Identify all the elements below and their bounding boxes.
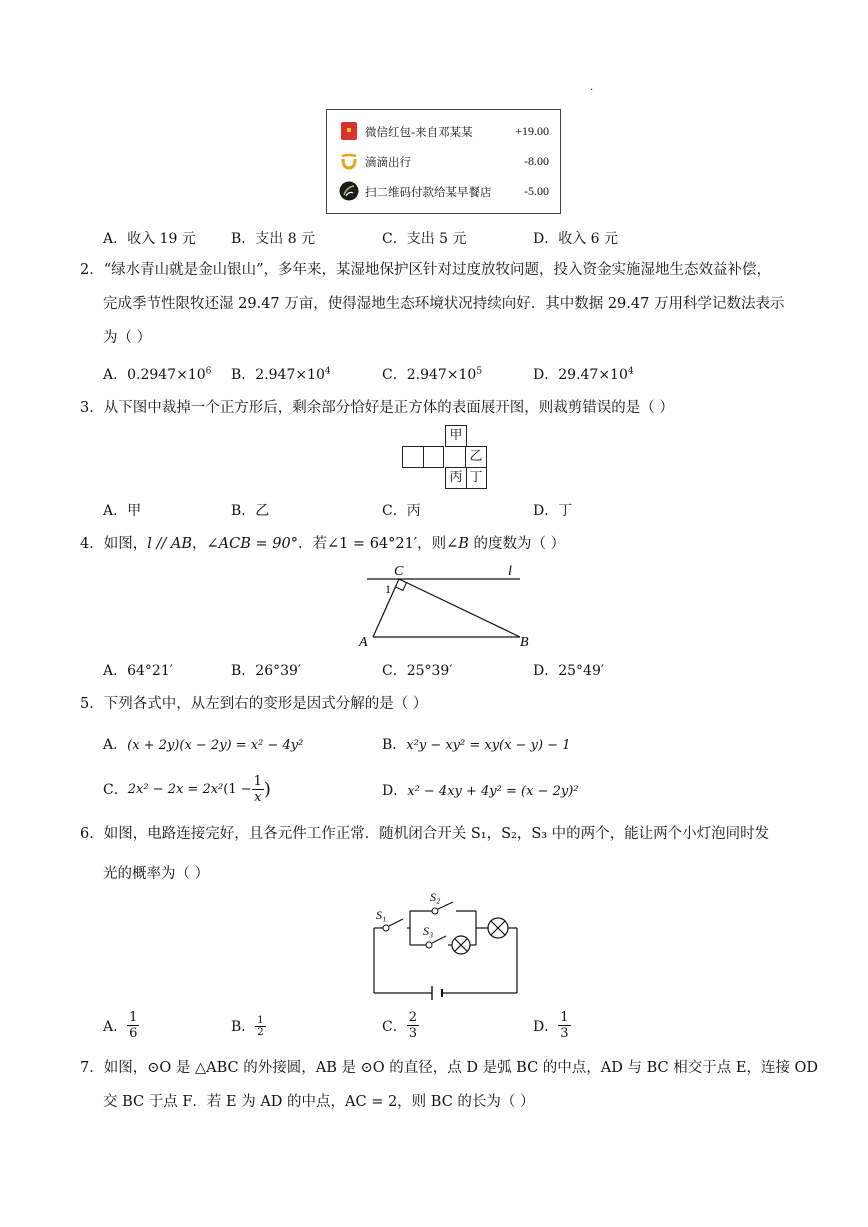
triangle-figure [355,560,535,652]
fraction-denominator: 3 [560,1026,569,1041]
q5-option-b[interactable] [382,734,570,754]
q5-stem: 5．下列各式中，从左到右的变形是因式分解的是（ ） [80,696,428,712]
option-label: A． [103,737,128,753]
option-exponent: 4 [627,366,634,377]
label-a: A [359,635,368,650]
wallet-row-hongbao [339,120,549,144]
option-label: C． [382,367,407,383]
option-fraction [255,1015,265,1038]
fraction-denominator: x [254,789,262,805]
q2-stem-line2: 完成季节性限牧还湿 29.47 万亩，使得湿地生态环境状况持续向好．其中数据 29.47 万用科学记数法表示 [103,296,785,312]
q7-stem-line1: 7．如图，⊙O 是 △ABC 的外接圆，AB 是 ⊙O 的直径，点 D 是弧 BC 的中点，AD 与 BC 相交于点 E，连接 OD [80,1060,819,1076]
circuit-figure [370,888,522,1000]
option-label: B． [231,1019,256,1035]
cell-blank-1 [402,446,424,468]
cell-jia: 甲 [445,425,467,447]
option-base: 2.947×10 [255,367,325,383]
label-s2: S₂ [430,890,441,904]
fraction-numerator: 1 [257,1014,264,1026]
q6-option-a[interactable] [103,1010,139,1041]
q4-stem-part: ，则 [417,536,447,552]
q4-stem-part: 4．如图， [80,536,148,552]
label-b: B [520,635,529,650]
switch-s3-contact [426,942,432,948]
cell-ding: 丁 [466,467,487,489]
q4-stem-part: l // AB [147,536,192,552]
q2-option-d[interactable] [533,364,634,384]
option-label: C． [103,782,128,798]
wallet-row-qr [339,180,549,204]
wallet-row-didi [339,150,549,174]
q3-option-b[interactable]: B．乙 [231,503,270,519]
wallet-amount: -8.00 [524,154,549,168]
fraction-numerator: 2 [408,1010,417,1025]
q4-stem-part: 的度数为（ ） [468,536,566,552]
q4-stem-part: ， [192,536,207,552]
wallet-amount: -5.00 [524,184,549,198]
q1-option-a[interactable]: A．收入 19 元 [103,231,196,247]
qr-shop-icon [339,181,359,201]
switch-s2-contact [432,908,438,914]
option-label: D． [382,783,408,799]
option-expr: x²y − xy² = xy(x − y) − 1 [406,738,571,753]
option-expr: 2x² − 2x = 2x² [127,781,224,797]
option-base: 2.947×10 [406,367,477,383]
option-label: B． [231,367,256,383]
fraction-numerator: 1 [129,1010,138,1025]
q2-stem-line3: 为（ ） [103,330,152,346]
cell-yi: 乙 [466,446,487,468]
q1-option-b[interactable]: B．支出 8 元 [231,231,316,247]
q3-option-c[interactable]: C．丙 [382,503,421,519]
q4-option-d[interactable]: D．25°49′ [533,663,605,679]
header-dot: . [590,82,594,93]
wallet-label: 微信红包-来自邓某某 [365,125,473,139]
label-l: l [508,564,512,579]
option-expr: x² − 4xy + 4y² = (x − 2y)² [407,784,579,799]
q4-stem-part: ∠B [446,536,469,552]
q3-option-d[interactable]: D．丁 [533,503,573,519]
option-label: D． [533,1018,559,1035]
q1-option-d[interactable]: D．收入 6 元 [533,231,619,247]
option-fraction [407,1010,419,1041]
option-fraction [127,1010,139,1041]
didi-icon [339,151,359,171]
q5-option-c[interactable] [103,772,271,806]
lamp-2-icon [452,936,470,954]
q2-stem-line1: 2．“绿水青山就是金山银山”，多年来，某湿地保护区针对过度放牧问题，投入资金实施湿地生态效益补偿， [80,262,772,278]
fraction-denominator: 2 [257,1026,264,1038]
q5-option-d[interactable] [382,780,578,800]
option-exponent: 4 [324,366,331,377]
option-expr: (x + 2y)(x − 2y) = x² − 4y² [127,738,304,753]
option-exponent: 6 [205,366,212,377]
wallet-label: 滴滴出行 [365,155,411,169]
wallet-amount: +19.00 [515,124,549,138]
option-label: A． [103,1018,128,1035]
q4-option-a[interactable]: A．64°21′ [103,663,173,679]
q6-option-d[interactable] [533,1010,571,1041]
q6-option-c[interactable] [382,1010,419,1041]
option-exponent: 5 [476,366,483,377]
switch-s2-blade [438,902,453,909]
label-c: C [394,564,404,579]
q2-option-c[interactable] [382,364,482,384]
option-label: A． [103,367,128,383]
cube-net-figure [402,425,492,489]
switch-s1-contact [383,925,389,931]
q3-stem: 3．从下图中裁掉一个正方形后，剩余部分恰好是正方体的表面展开图，则裁剪错误的是（ ） [80,400,674,416]
fraction-numerator: 1 [560,1010,569,1025]
wallet-label: 扫二维码付款给某早餐店 [365,185,492,199]
q1-option-c[interactable]: C．支出 5 元 [382,231,467,247]
q4-stem-part: ∠1 = 64°21′ [326,536,418,552]
segment-cb [399,579,520,637]
q3-option-a[interactable]: A．甲 [103,503,142,519]
q6-stem-line2: 光的概率为（ ） [103,866,210,882]
option-fraction [252,774,264,805]
label-s1: S₁ [376,908,387,922]
q6-stem-line1: 6．如图，电路连接完好，且各元件工作正常．随机闭合开关 S₁，S₂，S₃ 中的两个，能让两个小灯泡同时发 [80,826,770,842]
label-angle-1: 1 [385,582,391,596]
fraction-denominator: 6 [129,1026,138,1041]
wallet-figure [326,109,561,214]
q4-option-c[interactable]: C．25°39′ [382,663,453,679]
q4-option-b[interactable]: B．26°39′ [231,663,302,679]
q7-stem-line2: 交 BC 于点 F．若 E 为 AD 的中点，AC = 2，则 BC 的长为（ ） [103,1094,535,1110]
cell-blank-2 [423,446,444,468]
switch-s1-blade [389,919,403,926]
q5-option-a[interactable] [103,734,303,754]
cell-bing: 丙 [445,467,467,489]
red-envelope-icon [339,121,359,141]
cell-blank-3 [445,446,466,468]
option-base: 0.2947×10 [127,367,206,383]
switch-s3-blade [432,936,446,943]
option-base: 29.47×10 [558,367,628,383]
option-paren: (1 − [223,781,252,797]
q4-stem [80,534,565,554]
option-label: D． [533,367,559,383]
option-label: B． [382,737,407,753]
lamp-1-icon [488,918,508,938]
option-paren: ) [263,778,271,800]
q2-option-b[interactable] [231,364,331,384]
fraction-numerator: 1 [253,773,262,789]
q2-option-a[interactable] [103,364,211,384]
option-fraction [558,1010,570,1041]
fraction-denominator: 3 [408,1026,417,1041]
q4-stem-part: ．若 [297,536,327,552]
label-s3: S₃ [423,924,434,938]
q6-option-b[interactable] [231,1010,266,1042]
q4-stem-part: ∠ACB = 90° [206,536,298,552]
option-label: C． [382,1018,407,1035]
